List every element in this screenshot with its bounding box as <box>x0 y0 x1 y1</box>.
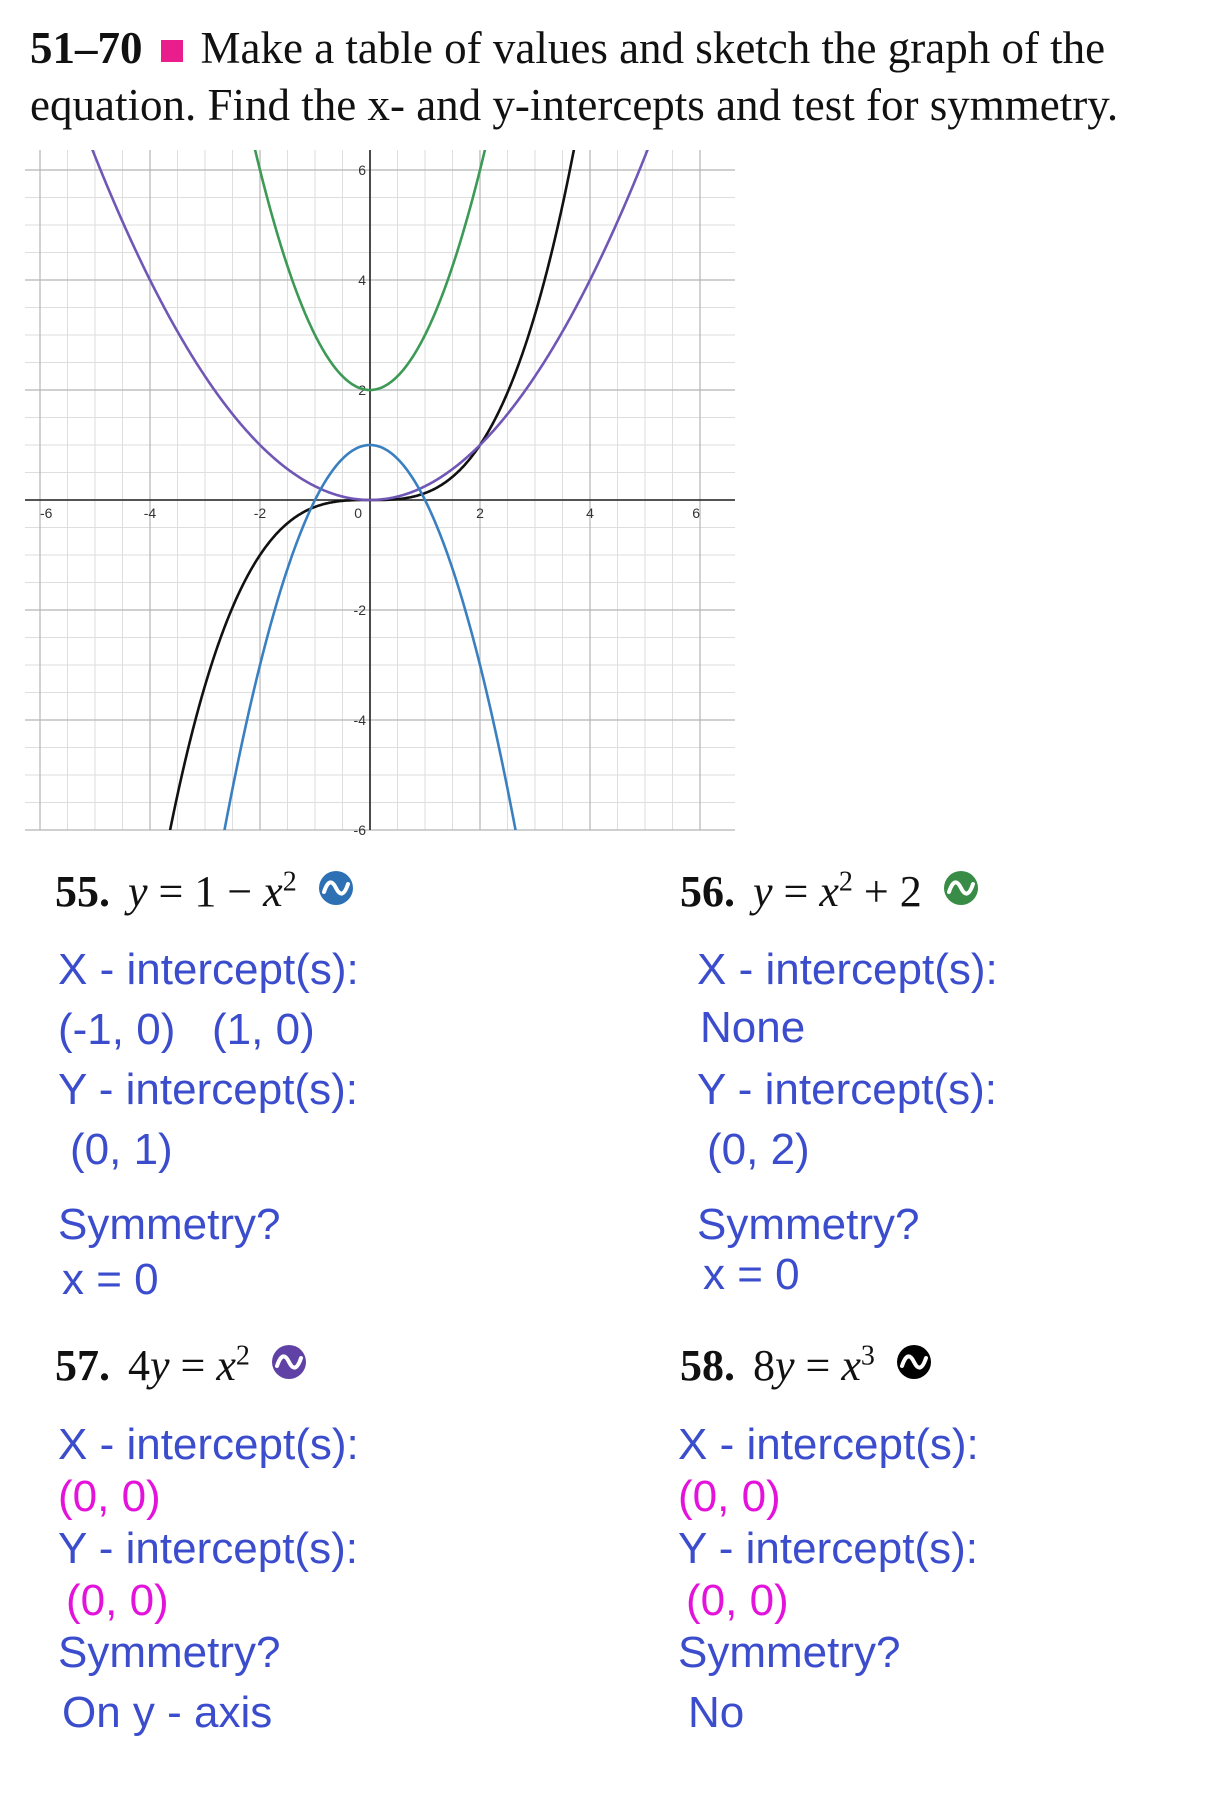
x-tick-label: -4 <box>143 505 157 521</box>
y-tick-label: 6 <box>358 162 366 178</box>
problem-range: 51–70 <box>30 23 143 73</box>
problem-57-y-value: (0, 0) <box>66 1576 169 1625</box>
problem-56-y-value: (0, 2) <box>707 1125 810 1174</box>
problem-55-x-label: X - intercept(s): <box>58 945 359 994</box>
problem-55-symmetry-value: x = 0 <box>62 1255 159 1304</box>
problem-57-x-label: X - intercept(s): <box>58 1420 359 1469</box>
y-tick-label: -6 <box>353 822 366 838</box>
problem-58-y-value: (0, 0) <box>686 1576 789 1625</box>
problem-56-symmetry-value: x = 0 <box>703 1250 800 1299</box>
instruction-line-2: equation. Find the x- and y-intercepts and test for symmetry. <box>30 80 1119 130</box>
problem-58-number: 58. <box>680 1341 735 1390</box>
graph <box>0 150 740 850</box>
y-tick-label: 4 <box>358 272 366 288</box>
y-tick-label: -2 <box>353 602 366 618</box>
problem-56-number: 56. <box>680 867 735 916</box>
problem-56-symmetry-label: Symmetry? <box>697 1200 920 1249</box>
x-tick-label: 6 <box>692 505 700 521</box>
y-tick-label: 2 <box>358 382 366 398</box>
x-tick-label: -2 <box>253 505 267 521</box>
x-tick-label: 4 <box>586 505 594 521</box>
desmos-purple-icon[interactable] <box>271 1340 307 1391</box>
problem-55-symmetry-label: Symmetry? <box>58 1200 281 1249</box>
problem-57-symmetry-value: On y - axis <box>62 1688 273 1737</box>
header-line-1 <box>30 20 1200 77</box>
problem-56-x-value: None <box>700 1003 806 1052</box>
problem-57-symmetry-label: Symmetry? <box>58 1628 281 1677</box>
problem-55-number: 55. <box>55 867 110 916</box>
problem-58-symmetry-label: Symmetry? <box>678 1628 901 1677</box>
problem-header <box>30 20 1200 134</box>
problem-56-y-label: Y - intercept(s): <box>697 1065 997 1114</box>
instruction-line-1: Make a table of values and sketch the graph of the <box>200 23 1106 73</box>
problem-56-x-label: X - intercept(s): <box>697 945 998 994</box>
grid-minor <box>25 150 735 830</box>
problem-57-number: 57. <box>55 1341 110 1390</box>
x-tick-label: -6 <box>40 505 53 521</box>
problem-58-x-label: X - intercept(s): <box>678 1420 979 1469</box>
problem-56-equation: 56. $y = x^2 + 2$ <box>680 866 979 925</box>
x-tick-label: 0 <box>354 505 362 521</box>
desmos-green-icon[interactable] <box>943 866 979 917</box>
problem-55-equation: 55. $y = 1 - x^2$ <box>55 866 354 925</box>
problem-58-symmetry-value: No <box>688 1688 745 1737</box>
problem-57-x-value: (0, 0) <box>58 1472 161 1521</box>
problem-58-y-label: Y - intercept(s): <box>678 1524 978 1573</box>
problem-55-x-value: (-1, 0) (1, 0) <box>58 1005 315 1054</box>
problem-55-y-value: (0, 1) <box>70 1125 173 1174</box>
desmos-black-icon[interactable] <box>896 1340 932 1391</box>
y-tick-label: -4 <box>353 712 366 728</box>
x-tick-label: 2 <box>476 505 484 521</box>
problem-58-equation: 58. $8y = x^3$ <box>680 1340 932 1399</box>
bullet-square-icon <box>161 40 183 62</box>
problem-55-y-label: Y - intercept(s): <box>58 1065 358 1114</box>
problem-57-equation: 57. $4y = x^2$ <box>55 1340 307 1399</box>
problem-58-x-value: (0, 0) <box>678 1472 781 1521</box>
desmos-blue-icon[interactable] <box>318 866 354 917</box>
problem-57-y-label: Y - intercept(s): <box>58 1524 358 1573</box>
